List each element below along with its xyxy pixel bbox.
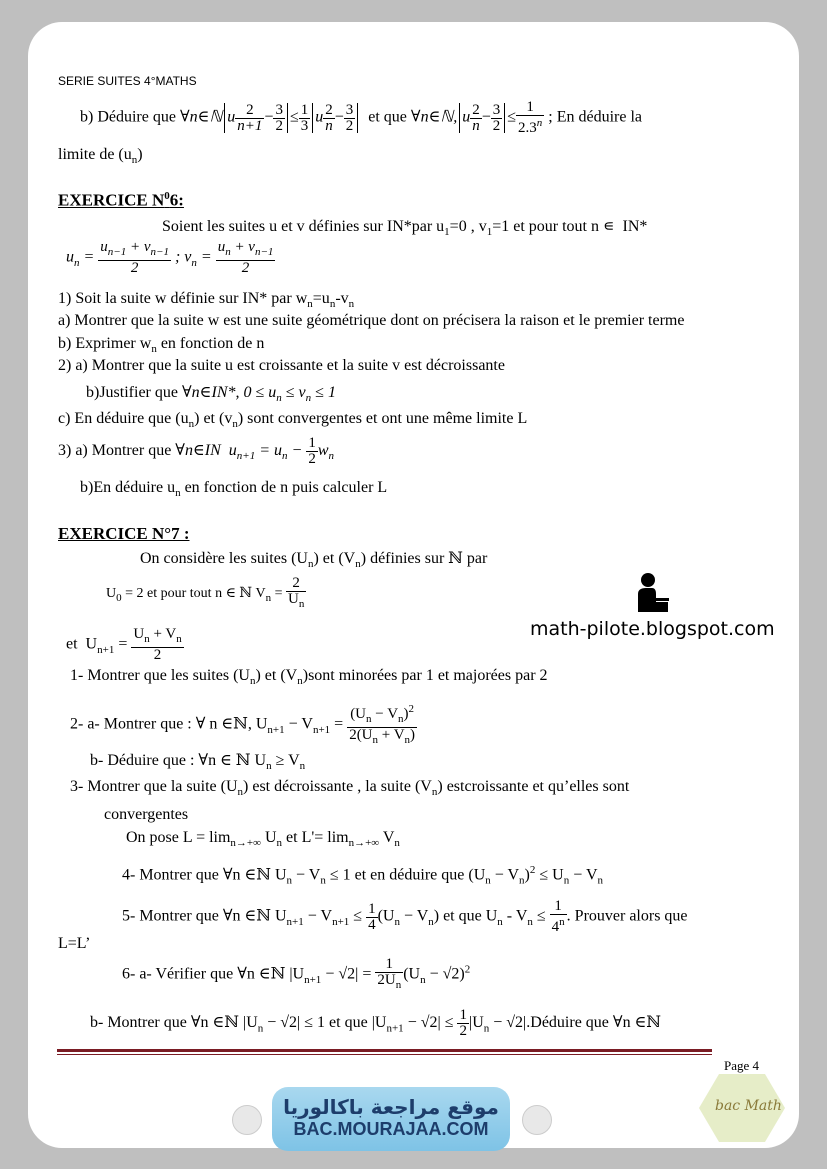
site-banner[interactable]	[272, 1087, 510, 1151]
bac-math-badge: bac Math	[697, 1072, 787, 1144]
reader-icon	[634, 572, 670, 612]
ex7-q2b: b- Déduire que : ∀n ∈ ℕ $U_n \ge V_n$	[90, 752, 306, 773]
ex7-q6b: b- Montrer que ∀n ∈ℕ $|U_n - √2| \le 1$ et que $|U_{n+1} - √2|$ ≤ $\frac{1}{2}$ $|U_n$ − √2|.Déduire que ∀n ∈ℕ	[90, 1007, 662, 1039]
ex6-q1: 1) Soit la suite w définie sur IN* par $w_n=u_n-v_n$	[58, 290, 355, 311]
ex7-recurrence: et $U_{n+1}$ = $\frac{U_n + V_n}{2}$	[66, 626, 182, 663]
ex7-q2a: 2- a- Montrer que : ∀ n ∈ℕ, $U_{n+1} - V_{n+1}$ = $\frac{(U_n - V_n)^2}{2(U_n + V_n)}$	[70, 703, 416, 746]
ex7-q1: 1- Montrer que les suites $(U_n)$ et $(V_n)sont$ minorées par 1 et majorées par 2	[70, 667, 548, 688]
limite-line: limite de $(u_n)$	[58, 146, 143, 167]
footer-rule	[57, 1049, 712, 1052]
seal-icon-left	[232, 1105, 262, 1135]
ex7-pose: On pose $L = \lim_{n\to+\infty} U_n$ et $L'= \lim_{n\to+\infty} V_n$	[126, 829, 400, 850]
deduce-text: ; En déduire la	[548, 108, 643, 126]
ex7-q5: 5- Montrer que ∀n ∈ℕ $U_{n+1} - V_{n+1}$ ≤ $\frac{1}{4}$ $(U_n - V_n)$ et que $U_n - V_n$ ≤ $\frac{1}{4^n}$ . Prouver alors que	[122, 898, 688, 935]
top-question-b: b) Déduire que ∀n∈ℕ u $\frac{2}{n+1}$ − $\frac{3}{2}$ ≤ $\frac{1}{3}$ u $\frac{2}{n}$ − $\frac{3}{2}$ et que ∀n∈ℕ, u $\frac{2}{n}$ − $\frac{3}{2}$ ≤ $\frac{1}{2.3^n}$ ; En déduire la	[80, 99, 643, 136]
ex6-q2b: b)Justifier que ∀n∈IN*, $0 \le u_n \le v_n \le 1$	[86, 384, 336, 405]
footer-rule-thin	[57, 1054, 712, 1055]
ex6-qb: b) Exprimer $w_n$ en fonction de n	[58, 335, 265, 356]
page-header: SERIE SUITES 4°MATHS	[58, 74, 197, 88]
ex6-qa: a) Montrer que la suite w est une suite géométrique dont on précisera la raison et le premier terme	[58, 312, 685, 329]
banner-arabic: موقع مراجعة باكالوريا	[283, 1095, 499, 1119]
b-label: b) Déduire que	[80, 108, 176, 126]
ex6-intro: Soient les suites u et v définies sur IN*par $u_1=0$ , $v_1=1$ et pour tout n ∊ IN*	[162, 218, 648, 239]
ex6-qc: c) En déduire que $(u_n)$ et $(v_n)$ sont convergentes et ont une même limite L	[58, 410, 528, 431]
ex7-q6a: 6- a- Vérifier que ∀n ∈ℕ $|U_{n+1} - √2|$ = $\frac{1}{2U_n}$ $(U_n - √2)^2$	[122, 956, 471, 991]
seal-icon-right	[522, 1105, 552, 1135]
ex7-q3: 3- Montrer que la suite $(U_n)$ est décroissante , la suite $(V_n)$ estcroissante et qu’elles sont	[70, 778, 630, 799]
banner-site: BAC.MOURAJAA.COM	[293, 1119, 489, 1139]
watermark-text: math-pilote.blogspot.com	[530, 618, 775, 640]
ex6-q3b: b)En déduire $u_n$ en fonction de n puis calculer L	[80, 479, 388, 500]
ex7-initial: $U_0 = 2$ et pour tout n ∈ ℕ $V_n$ = $\frac{2}{U_n}$	[106, 575, 305, 610]
exercise-7-title: EXERCICE N°7 :	[58, 524, 190, 543]
exercise-6-title: EXERCICE $N^06$:	[58, 190, 184, 210]
ex7-q4: 4- Montrer que ∀n ∈ℕ $U_n - V_n \le 1$ et en déduire que $(U_n - V_n)^2 \le U_n - V_n$	[122, 864, 604, 887]
page-number: Page 4	[724, 1058, 760, 1073]
ex6-q3a: 3) a) Montrer que ∀n∈IN $u_{n+1} = u_n$ − $\frac{1}{2}$ $w_n$	[58, 435, 334, 467]
ex6-q2a: 2) a) Montrer que la suite u est croissante et la suite v est décroissante	[58, 357, 505, 374]
and-que: et que	[368, 108, 407, 126]
ex7-q3d: convergentes	[104, 806, 189, 823]
ex7-intro: On considère les suites $(U_n)$ et $(V_n)$ définies sur ℕ par	[140, 550, 488, 571]
ex6-definition-formula: $u_n$ = $\frac{u_{n-1} + v_{n-1}}{2}$ ; $v_n$ = $\frac{u_n + v_{n-1}}{2}$	[66, 239, 274, 276]
ex7-ll: L=L’	[58, 935, 91, 952]
